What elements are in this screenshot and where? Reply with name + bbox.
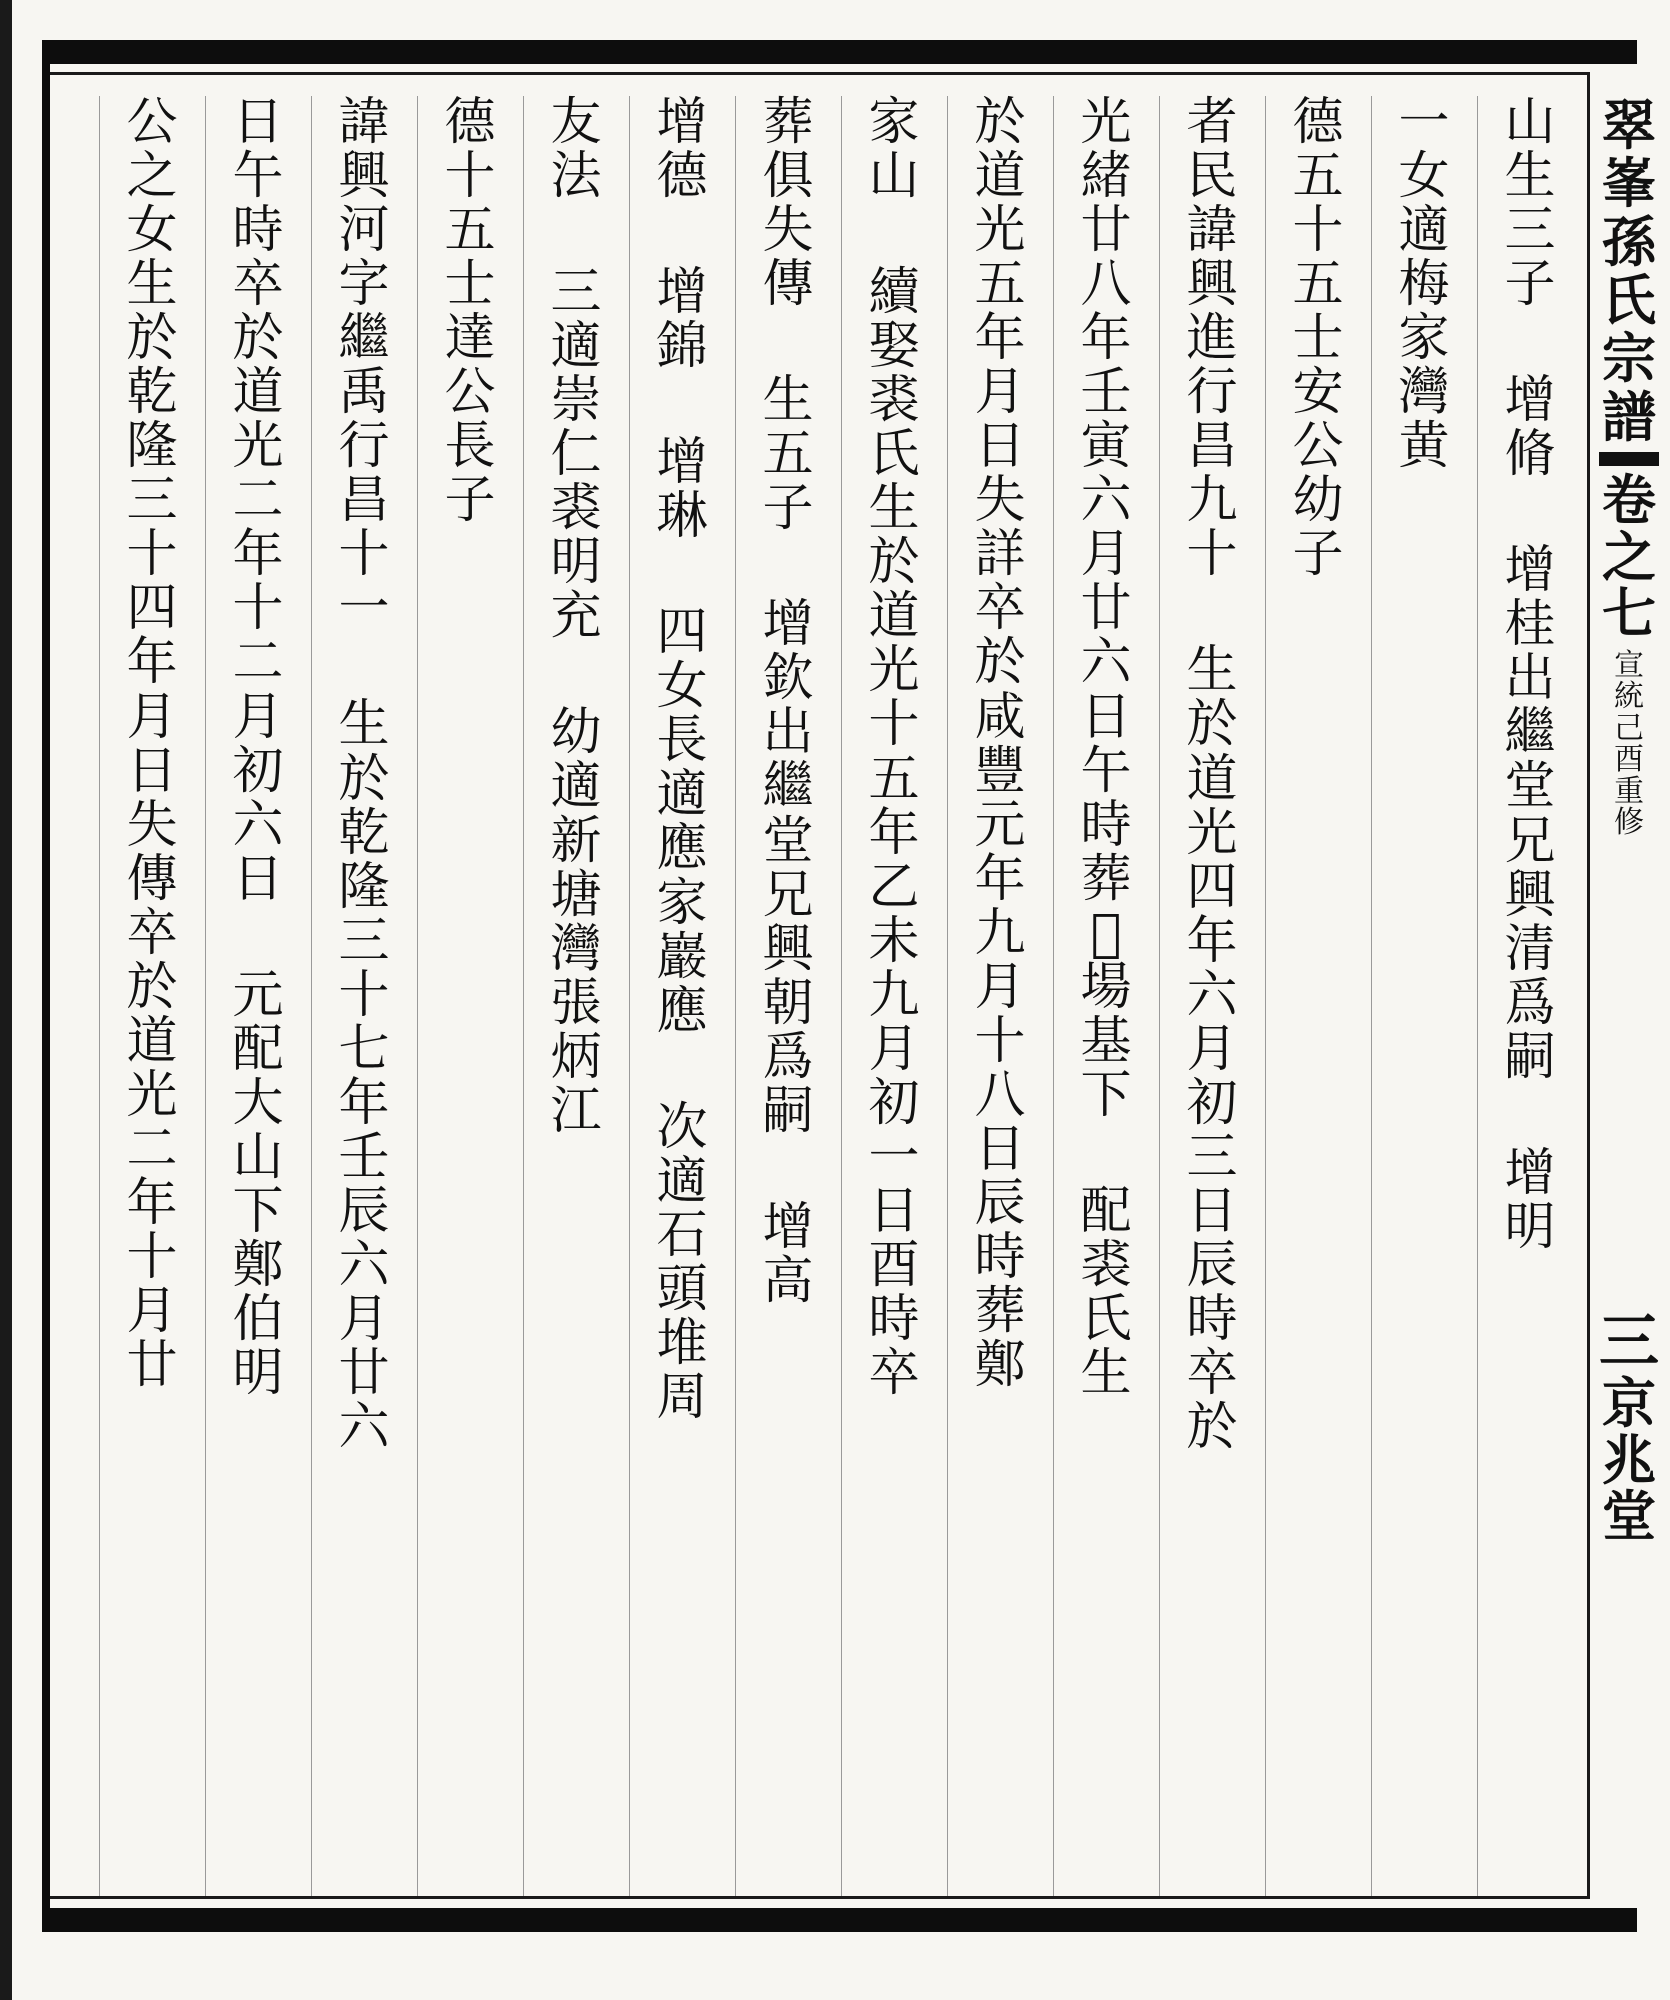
column-rule [629, 96, 630, 1896]
frame-bottom-border [42, 1908, 1637, 1932]
column-rule [1159, 96, 1160, 1896]
column-rule [841, 96, 842, 1896]
text-segment: 增 脩 [1504, 371, 1556, 485]
hall-name: 京 兆 堂 [1602, 1370, 1656, 1549]
text-segment: 於 道 光 五 年 月 日 失 詳 卒 於 咸 豐 元 年 九 月 十 八 日 辰 時 葬 鄭 [974, 93, 1026, 1396]
text-segment: 增 欽 出 繼 堂 兄 興 朝 爲 嗣 [762, 595, 814, 1141]
column-rule [205, 96, 206, 1896]
text-segment: 生 五 子 [762, 371, 814, 539]
text-segment: 增 桂 出 繼 堂 兄 興 清 爲 嗣 [1504, 541, 1556, 1087]
column-rule [1265, 96, 1266, 1896]
text-segment: 日 午 時 卒 於 道 光 二 年 十 二 月 初 六 日 [232, 93, 284, 909]
column-rule [99, 96, 100, 1896]
text-column [107, 93, 197, 1896]
text-column [637, 93, 727, 1896]
text-column [1061, 93, 1151, 1896]
text-column [743, 93, 833, 1896]
text-segment: 者 民 諱 興 進 行 昌 九 十 [1186, 93, 1238, 585]
column-rule [947, 96, 948, 1896]
margin-column [1594, 93, 1664, 1896]
column-rule [1371, 96, 1372, 1896]
column-rule [1477, 96, 1478, 1896]
page-edge-shadow [0, 0, 12, 2000]
text-segment: 一 女 適 梅 家 灣 黄 [1398, 93, 1450, 477]
text-column [425, 93, 515, 1896]
frame-left-border [42, 40, 50, 1932]
margin-separator [1599, 452, 1659, 466]
text-segment: 家 山 [868, 93, 920, 207]
book-title: 翠 峯 孫 氏 宗 譜 [1602, 93, 1656, 449]
text-segment: 增 琳 [656, 433, 708, 547]
inner-top-line [50, 72, 1590, 75]
inner-right-line [1587, 72, 1590, 1899]
text-segment: 增 高 [762, 1197, 814, 1311]
text-segment: 德 五 十 五 士 安 公 幼 子 [1292, 93, 1344, 585]
text-segment: 配 裘 氏 生 [1080, 1181, 1132, 1404]
column-rule [523, 96, 524, 1896]
text-segment: 葬 俱 失 傳 [762, 93, 814, 315]
text-column [319, 93, 409, 1896]
edition-label: 宣 統 己 酉 重 修 [1614, 647, 1644, 841]
text-column [1485, 93, 1575, 1896]
text-segment: 增 明 [1504, 1143, 1556, 1257]
column-rule [735, 96, 736, 1896]
folio-number: 三 [1599, 1306, 1659, 1377]
text-segment: 諱 興 河 字 繼 禹 行 昌 十 一 [338, 93, 390, 639]
volume-label: 卷 之 七 [1602, 467, 1656, 646]
text-segment: 次 適 石 頭 堆 周 [656, 1097, 708, 1427]
text-segment: 友 法 [550, 93, 602, 207]
text-segment: 續 娶 裘 氏 生 於 道 光 十 五 年 乙 未 九 月 初 一 日 酉 時 卒 [868, 263, 920, 1404]
text-column [531, 93, 621, 1896]
text-column [955, 93, 1045, 1896]
text-segment: 四 女 長 適 應 家 巖 應 [656, 603, 708, 1041]
frame-top-border [42, 40, 1637, 64]
text-column [1167, 93, 1257, 1896]
text-segment: 公 之 女 生 於 乾 隆 三 十 四 年 月 日 失 傳 卒 於 道 光 二 年 十 月 廿 [126, 93, 178, 1396]
text-segment: 光 緒 廿 八 年 壬 寅 六 月 廿 六 日 午 時 葬 𠡠 場 基 下 [1080, 93, 1132, 1125]
text-column [213, 93, 303, 1896]
column-rule [311, 96, 312, 1896]
text-segment: 增 錦 [656, 263, 708, 377]
column-rule [417, 96, 418, 1896]
text-segment: 元 配 大 山 下 鄭 伯 明 [232, 965, 284, 1404]
text-segment: 生 於 乾 隆 三 十 七 年 壬 辰 六 月 廿 六 [338, 695, 390, 1458]
text-segment: 幼 適 新 塘 灣 張 炳 江 [550, 703, 602, 1141]
text-segment: 生 於 道 光 四 年 六 月 初 三 日 辰 時 卒 於 [1186, 641, 1238, 1458]
column-rule [1053, 96, 1054, 1896]
text-segment: 山 生 三 子 [1504, 93, 1556, 315]
text-column [1273, 93, 1363, 1896]
text-segment: 德 十 五 士 達 公 長 子 [444, 93, 496, 531]
inner-bottom-line [50, 1896, 1590, 1899]
text-segment: 三 適 崇 仁 裘 明 充 [550, 263, 602, 647]
text-column [849, 93, 939, 1896]
text-segment: 增 德 [656, 93, 708, 207]
text-column [1379, 93, 1469, 1896]
